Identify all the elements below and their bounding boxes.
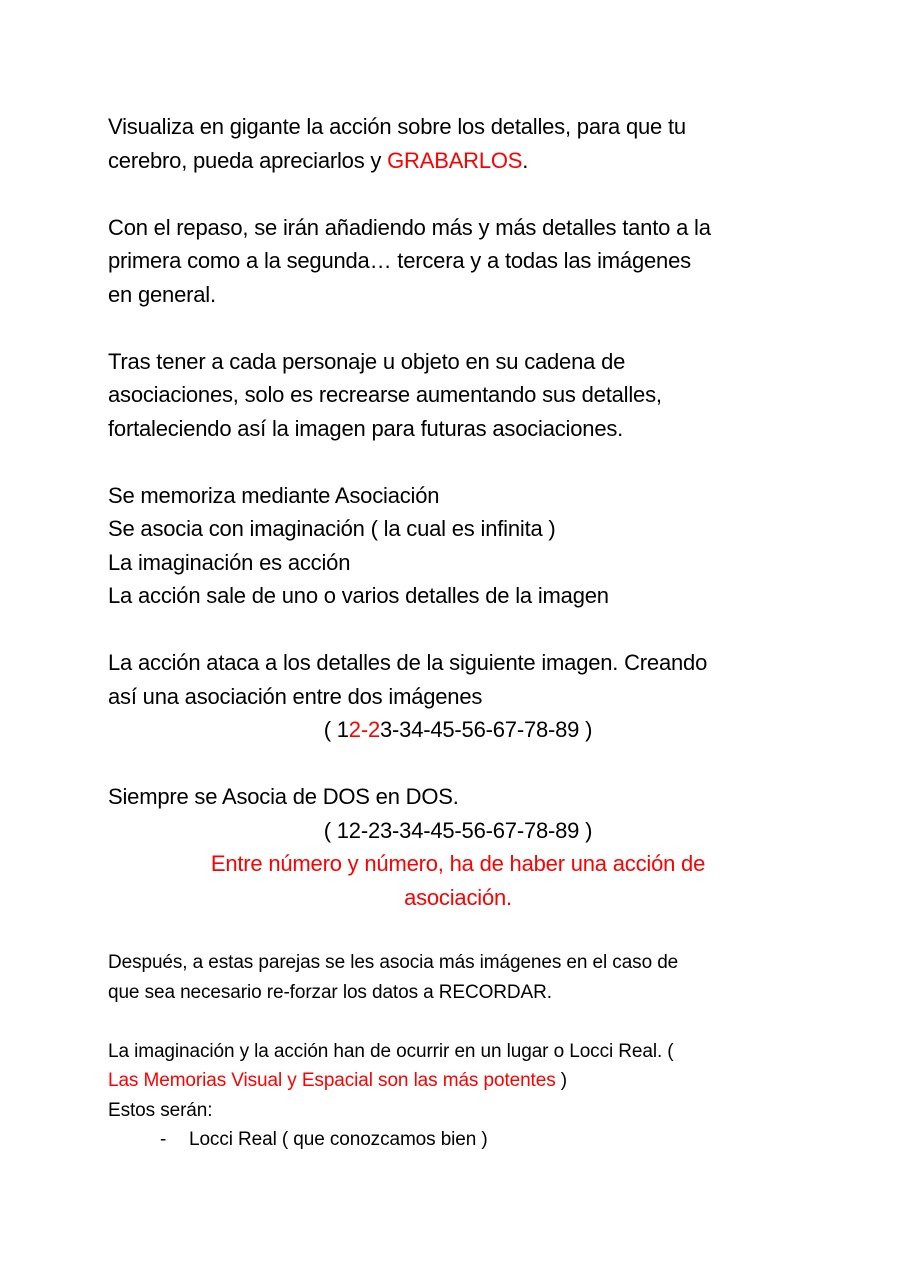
text-line: fortaleciendo así la imagen para futuras asociaciones. — [108, 415, 624, 441]
paragraph-repaso — [108, 211, 808, 312]
text-line: asociación. — [404, 884, 512, 910]
text-line: ( 1 — [323, 717, 349, 742]
paragraph-visualiza — [108, 110, 808, 177]
text-line: Entre número y número, ha de haber una acción de — [210, 851, 706, 876]
text-line: Visualiza en gigante la acción sobre los detalles, para que tu — [108, 114, 686, 139]
paragraph-locci — [108, 1037, 808, 1126]
text-line: que sea necesario re-forzar los datos a RECORDAR. — [108, 981, 552, 1003]
text-line: Se asocia con imaginación ( la cual es infinita ) — [108, 516, 556, 541]
text-line: Se memoriza mediante Asociación — [108, 482, 440, 508]
dash-bullet-icon: - — [160, 1129, 167, 1150]
text-line: ) — [555, 1070, 568, 1091]
paragraph-dos-en-dos: Siempre se Asocia de DOS en DOS. — [108, 784, 459, 809]
text-line: Después, a estas parejas se les asocia más imágenes en el caso de — [108, 952, 679, 973]
text-line: Tras tener a cada personaje u objeto en su cadena de — [108, 348, 626, 374]
text-line: La acción sale de uno o varios detalles de la imagen — [108, 583, 609, 608]
paragraph-memoriza — [108, 479, 808, 613]
highlight-grabarlos: GRABARLOS — [387, 147, 523, 173]
text-line: La acción ataca a los detalles de la siguiente imagen. Creando — [108, 650, 708, 675]
sequence-plain: ( 12-23-34-45-56-67-78-89 ) — [323, 817, 593, 843]
text-line: Estos serán: — [108, 1099, 213, 1121]
text-line: primera como a la segunda… tercera y a todas las imágenes — [108, 248, 691, 273]
document-page — [108, 110, 808, 1155]
text-line: . — [522, 147, 529, 173]
text-line: 3-34-45-56-67-78-89 ) — [380, 717, 593, 742]
highlight-entre-numero — [108, 847, 808, 914]
paragraph-personaje — [108, 345, 808, 446]
list-item-text: Locci Real ( que conozcamos bien ) — [189, 1129, 488, 1150]
text-line: cerebro, pueda apreciarlos y — [108, 147, 388, 173]
highlight-memorias: Las Memorias Visual y Espacial son las más potentes — [108, 1070, 556, 1091]
paragraph-despues — [108, 948, 808, 1007]
paragraph-accion-ataca — [108, 646, 808, 713]
list-item — [108, 1125, 808, 1155]
text-line: en general. — [108, 281, 216, 307]
sequence-highlighted — [108, 713, 808, 747]
text-line: Con el repaso, se irán añadiendo más y más detalles tanto a la — [108, 214, 711, 240]
text-line: La imaginación y la acción han de ocurrir en un lugar o Locci Real. ( — [108, 1040, 674, 1062]
text-line: asociaciones, solo es recrearse aumentando sus detalles, — [108, 382, 662, 407]
highlight-sequence: 2-2 — [348, 717, 380, 742]
text-line: así una asociación entre dos imágenes — [108, 683, 483, 709]
text-line: La imaginación es acción — [108, 549, 351, 575]
